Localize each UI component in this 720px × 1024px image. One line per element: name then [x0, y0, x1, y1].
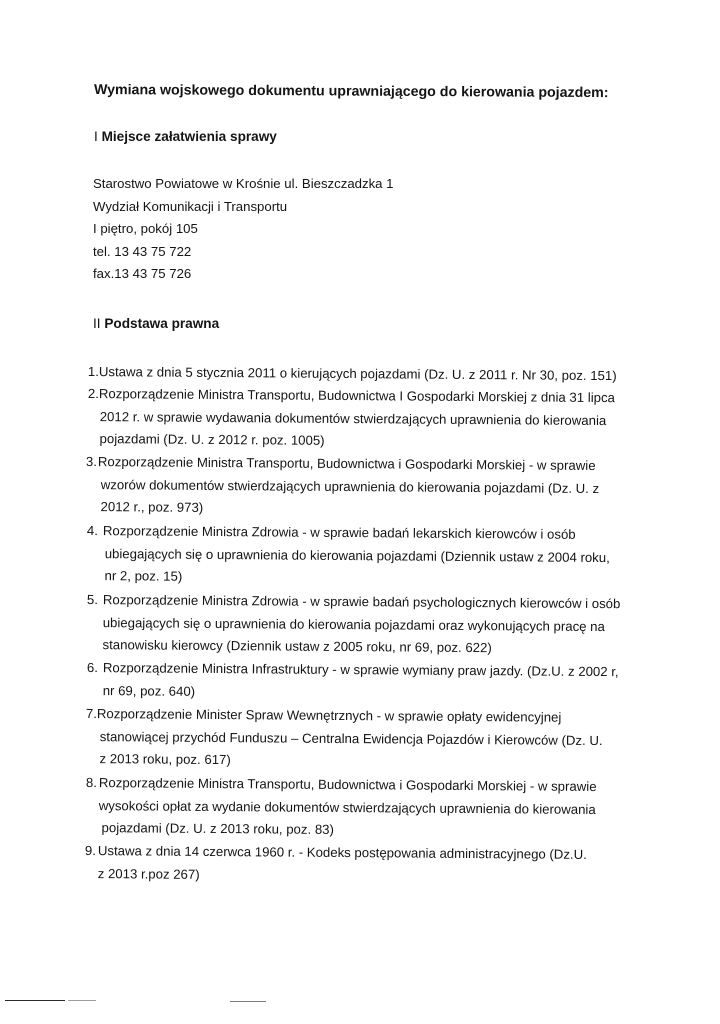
section-heading-legal-basis — [93, 316, 219, 331]
item-line: wzorów dokumentów stwierdzających uprawnienia do kierowania pojazdami (Dz. U. z — [100, 476, 600, 496]
item-line: pojazdami (Dz. U. z 2013 roku, poz. 83) — [101, 820, 334, 837]
phone-number: tel. 13 43 75 722 — [93, 244, 192, 259]
item-line: Rozporządzenie Ministra Transportu, Budownictwa i Gospodarki Morskiej - w sprawie — [97, 454, 596, 474]
section-title: Miejsce załatwienia sprawy — [101, 129, 277, 144]
section-heading-location — [94, 129, 277, 144]
item-number: 4. — [86, 522, 98, 539]
item-number: 3. — [85, 453, 97, 470]
fax-number: fax.13 43 75 726 — [93, 266, 192, 281]
item-number: 6. — [86, 659, 98, 676]
room-info: I piętro, pokój 105 — [93, 221, 198, 236]
item-line: nr 2, poz. 15) — [104, 568, 183, 584]
item-number: 8. — [85, 774, 97, 791]
scan-artifact — [5, 1000, 65, 1001]
item-line: nr 69, poz. 640) — [102, 682, 196, 699]
scan-artifact — [230, 1001, 266, 1002]
section-numeral: II — [93, 316, 101, 331]
scan-artifact — [68, 1000, 96, 1001]
item-number: 2. — [87, 385, 99, 402]
item-line: Rozporządzenie Ministra Zdrowia - w sprawie badań lekarskich kierowców i osób — [102, 523, 576, 542]
office-name: Starostwo Powiatowe w Krośnie ul. Bieszczadzka 1 — [93, 176, 394, 191]
item-line: Rozporządzenie Minister Spraw Wewnętrznych - w sprawie opłaty ewidencyjnej — [96, 706, 562, 725]
item-line: z 2013 r.poz 267) — [97, 865, 200, 882]
item-line: stanowisku kierowcy (Dziennik ustaw z 2005 roku, nr 69, poz. 622) — [102, 637, 492, 656]
item-number: 5. — [86, 591, 98, 608]
department-name: Wydział Komunikacji i Transportu — [93, 199, 288, 214]
item-line: Rozporządzenie Ministra Infrastruktury - w sprawie wymiany praw jazdy. (Dz.U. z 2002 r, — [102, 660, 619, 680]
item-number: 1. — [87, 363, 99, 380]
item-line: 2012 r. w sprawie wydawania dokumentów stwierdzających uprawnienia do kierowania — [99, 408, 607, 428]
item-line: wysokości opłat za wydanie dokumentów stwierdzających uprawnienia do kierowania — [98, 797, 596, 817]
item-line: ubiegających się o uprawnienia do kierowania pojazdami (Dziennik ustaw z 2004 roku, — [104, 545, 610, 565]
section-title: Podstawa prawna — [104, 316, 220, 331]
item-line: z 2013 roku, poz. 617) — [99, 751, 231, 768]
page-title: Wymiana wojskowego dokumentu uprawniającego do kierowania pojazdem: — [93, 82, 609, 102]
item-line: Rozporządzenie Ministra Transportu, Budownictwa I Gospodarki Morskiej z dnia 31 lipca — [98, 386, 615, 406]
item-line: Rozporządzenie Ministra Transportu, Budownictwa i Gospodarki Morskiej - w sprawie — [98, 775, 597, 795]
item-number: 9. — [84, 842, 96, 859]
item-line: Ustawa z dnia 5 stycznia 2011 o kierujących pojazdami (Dz. U. z 2011 r. Nr 30, poz. 151) — [98, 364, 617, 384]
item-line: stanowiącej przychód Funduszu – Centralna Ewidencja Pojazdów i Kierowców (Dz. U. — [99, 728, 603, 748]
item-line: pojazdami (Dz. U. z 2012 r. poz. 1005) — [99, 431, 325, 448]
item-line: ubiegających się o uprawnienia do kierowania pojazdami oraz wykonujących pracę na — [102, 614, 605, 634]
item-line: Ustawa z dnia 14 czerwca 1960 r. - Kodeks postępowania administracyjnego (Dz.U. — [97, 843, 587, 862]
section-numeral: I — [94, 129, 98, 144]
item-line: 2012 r., poz. 973) — [100, 499, 204, 515]
item-line: Rozporządzenie Ministra Zdrowia - w sprawie badań psychologicznych kierowców i osób — [102, 592, 621, 612]
item-number: 7. — [85, 705, 97, 722]
